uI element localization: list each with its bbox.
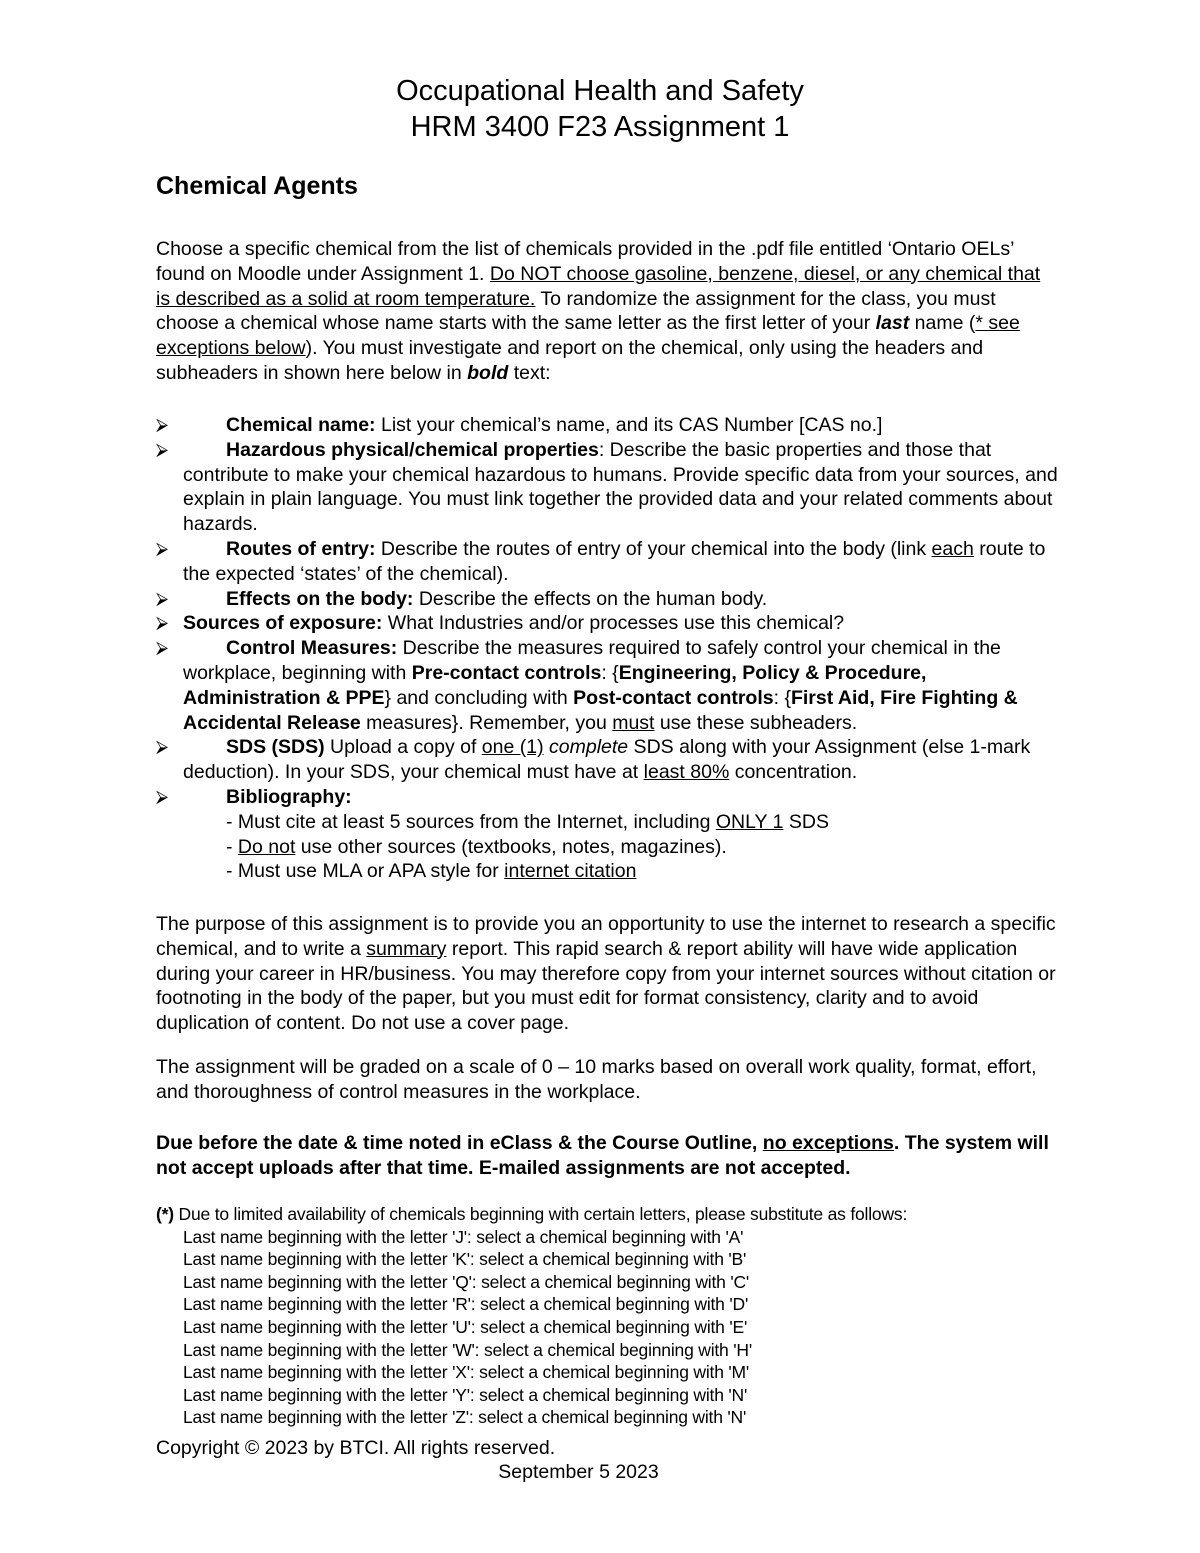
emphasis-bold: bold bbox=[467, 361, 509, 384]
item-text: SDS along with your Assignment (else 1-mark deduction). In your SDS, your chemical must have at bbox=[183, 736, 1031, 784]
item-emphasis: least 80% bbox=[643, 761, 730, 784]
substitution-row: Last name beginning with the letter 'R': select a chemical beginning with 'D' bbox=[183, 1294, 749, 1315]
substitution-row: Last name beginning with the letter 'X': select a chemical beginning with 'M' bbox=[183, 1362, 750, 1383]
arrowhead-bullet-icon: ⮚ bbox=[156, 786, 169, 806]
item-subheading: First Aid, Fire Fighting & Accidental Release bbox=[183, 686, 1018, 734]
document-date: September 5 2023 bbox=[498, 1461, 659, 1483]
item-emphasis: must bbox=[612, 711, 655, 734]
item-emphasis: Do not bbox=[237, 835, 296, 858]
item-heading: SDS (SDS) bbox=[226, 736, 325, 759]
purpose-paragraph bbox=[156, 912, 1066, 1036]
intro-text: ). You must investigate and report on the chemical, only using the headers and subheaders in shown here below in bbox=[156, 337, 984, 384]
copyright-notice: Copyright © 2023 by BTCI. All rights reserved. bbox=[156, 1437, 556, 1459]
bibliography-line bbox=[183, 810, 1066, 835]
intro-text: Choose a specific chemical from the list of chemicals provided in the .pdf file entitled ‘Ontario OELs’ found on Moodle under Assignment 1. bbox=[156, 238, 1014, 285]
substitution-list bbox=[156, 1226, 1066, 1429]
item-text: : { bbox=[773, 686, 791, 709]
intro-text: text: bbox=[508, 361, 551, 384]
list-item-sds bbox=[156, 735, 1066, 785]
due-text: Due before the date & time noted in eClass & the Course Outline, bbox=[156, 1132, 763, 1154]
substitution-row: Last name beginning with the letter 'Q': select a chemical beginning with 'C' bbox=[183, 1271, 750, 1292]
list-item-hazardous-properties bbox=[156, 438, 1066, 537]
asterisk-mark: (*) bbox=[156, 1204, 174, 1224]
item-heading: Hazardous physical/chemical properties bbox=[226, 438, 599, 461]
list-item-routes-of-entry bbox=[156, 537, 1066, 587]
item-text: - bbox=[226, 835, 238, 858]
section-heading: Chemical Agents bbox=[156, 172, 358, 200]
substitution-row: Last name beginning with the letter 'Y': select a chemical beginning with 'N' bbox=[183, 1384, 748, 1405]
item-heading: Sources of exposure: bbox=[183, 612, 383, 635]
item-text: use other sources (textbooks, notes, magazines). bbox=[295, 835, 727, 858]
item-emphasis: each bbox=[931, 537, 974, 560]
item-text: route to the expected ‘states’ of the chemical). bbox=[183, 537, 1046, 585]
list-item-effects-on-body bbox=[156, 587, 1066, 612]
item-text: Upload a copy of bbox=[324, 736, 482, 759]
exceptions-intro bbox=[156, 1203, 1066, 1226]
intro-text: To randomize the assignment for the class, you must choose a chemical whose name starts with the same letter as the first letter of your bbox=[156, 287, 996, 335]
due-notice bbox=[156, 1131, 1066, 1181]
substitution-row: Last name beginning with the letter 'J': select a chemical beginning with 'A' bbox=[183, 1226, 744, 1247]
bibliography-line bbox=[183, 835, 1066, 860]
due-text: . The system will not accept uploads after that time. E-mailed assignments are not accepted. bbox=[156, 1132, 1049, 1179]
intro-text: name ( bbox=[909, 312, 976, 335]
item-text: Describe the measures required to safely control your chemical in the workplace, beginning with bbox=[183, 637, 1001, 684]
paragraph-text: The purpose of this assignment is to provide you an opportunity to use the internet to research a specific chemical, and to write a bbox=[156, 913, 1056, 960]
item-heading: Control Measures: bbox=[226, 637, 398, 660]
arrowhead-bullet-icon: ⮚ bbox=[156, 538, 169, 558]
paragraph-text: report. This rapid search & report ability will have wide application during your career in HR/business. You may therefore copy from your internet sources without citation or footnoting in the body of the paper, but you must edit for format consistency, clarity and to avoid duplication of content. Do not use a cover page. bbox=[156, 937, 1056, 1035]
item-text: measures}. Remember, you bbox=[360, 711, 613, 734]
item-emphasis: complete bbox=[549, 736, 629, 759]
item-text: : Describe the basic properties and those that contribute to make your chemical hazardous to humans. Provide specific data from your sources, and explain in plain language. You must link together the provided data and your related comments about hazards. bbox=[183, 438, 1058, 536]
arrowhead-bullet-icon: ⮚ bbox=[156, 415, 169, 434]
exceptions-reference: * see exceptions below bbox=[156, 312, 1020, 360]
substitution-row: Last name beginning with the letter 'K': select a chemical beginning with 'B' bbox=[183, 1249, 747, 1270]
list-item-bibliography bbox=[156, 785, 1066, 884]
item-emphasis: ONLY 1 bbox=[715, 810, 784, 833]
substitution-row: Last name beginning with the letter 'W': select a chemical beginning with 'H' bbox=[183, 1339, 752, 1360]
document-subtitle: HRM 3400 F23 Assignment 1 bbox=[410, 111, 790, 143]
requirements-list bbox=[156, 413, 1066, 884]
item-text: } and concluding with bbox=[384, 686, 574, 709]
arrowhead-bullet-icon: ⮚ bbox=[156, 588, 169, 608]
item-text: concentration. bbox=[729, 761, 858, 784]
substitution-row: Last name beginning with the letter 'U': select a chemical beginning with 'E' bbox=[183, 1316, 748, 1337]
substitution-row: Last name beginning with the letter 'Z': select a chemical beginning with 'N' bbox=[183, 1407, 747, 1428]
item-subheading: Post-contact controls bbox=[573, 686, 774, 709]
item-heading: Routes of entry: bbox=[226, 537, 376, 560]
item-text: Describe the routes of entry of your chemical into the body (link bbox=[375, 537, 932, 560]
item-text: Describe the effects on the human body. bbox=[413, 587, 768, 610]
exceptions-note bbox=[156, 1203, 1066, 1429]
arrowhead-bullet-icon: ⮚ bbox=[156, 439, 169, 459]
document-title: Occupational Health and Safety bbox=[396, 75, 804, 107]
item-subheading: Engineering, Policy & Procedure, Administration & PPE bbox=[183, 661, 927, 709]
arrowhead-bullet-icon: ⮚ bbox=[156, 737, 169, 757]
arrowhead-bullet-icon: ⮚ bbox=[156, 638, 169, 658]
arrowhead-bullet-icon: ⮚ bbox=[156, 613, 169, 633]
list-item-chemical-name bbox=[156, 413, 1066, 438]
item-heading: Bibliography: bbox=[226, 785, 352, 808]
item-heading: Effects on the body: bbox=[226, 587, 414, 610]
grading-paragraph: The assignment will be graded on a scale of 0 – 10 marks based on overall work quality, format, effort, and thoroughness of control measures in the workplace. bbox=[156, 1056, 1037, 1103]
item-emphasis: one (1) bbox=[481, 736, 544, 759]
list-item-sources-of-exposure bbox=[156, 611, 1066, 636]
item-text: - Must cite at least 5 sources from the Internet, including bbox=[226, 810, 716, 833]
bibliography-line bbox=[183, 859, 1066, 884]
item-text: What Industries and/or processes use this chemical? bbox=[382, 612, 845, 635]
item-text: use these subheaders. bbox=[654, 711, 858, 734]
emphasis-last: last bbox=[875, 312, 910, 335]
due-emphasis: no exceptions bbox=[762, 1132, 894, 1154]
item-heading: Chemical name: bbox=[226, 414, 376, 436]
intro-paragraph bbox=[156, 237, 1056, 386]
item-text: : { bbox=[601, 661, 619, 684]
exceptions-intro-text: Due to limited availability of chemicals beginning with certain letters, please substitute as follows: bbox=[173, 1204, 908, 1224]
item-text: - Must use MLA or APA style for bbox=[226, 860, 505, 883]
paragraph-emphasis: summary bbox=[366, 937, 447, 960]
item-emphasis: internet citation bbox=[504, 860, 637, 883]
intro-warning: Do NOT choose gasoline, benzene, diesel, or any chemical that is described as a solid at room temperature. bbox=[156, 262, 1041, 310]
item-subheading: Pre-contact controls bbox=[411, 661, 602, 684]
list-item-control-measures bbox=[156, 636, 1066, 735]
item-text: List your chemical’s name, and its CAS Number [CAS no.] bbox=[375, 414, 883, 436]
item-text: SDS bbox=[783, 810, 829, 833]
